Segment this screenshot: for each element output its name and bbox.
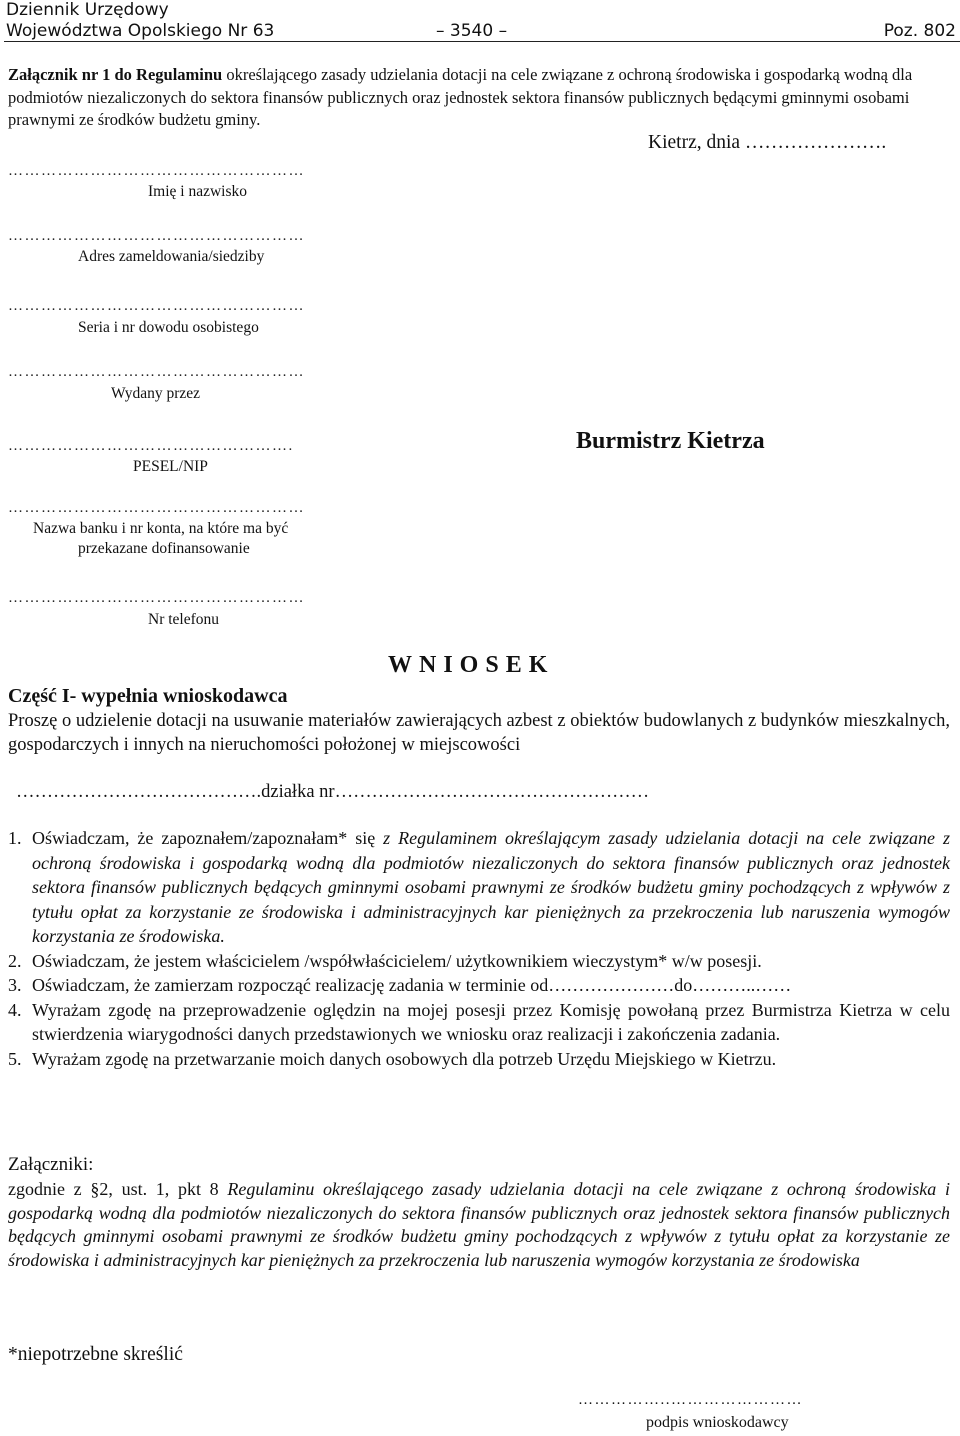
declaration-regulation: z Regulaminem określającym zasady udzielania dotacji na cele związane z ochroną środowiska i gospodarką wodną dla podmiotów niezaliczonych do sektora finansów publicznych oraz jednostek sektora finansów publicznych będących gminnymi osobami prawnymi ze środków budżetu gminy pochodzących z wpływów z tytułu opłat za korzystanie ze środowiska i administracyjnych kar pieniężnych za przekroczenia lub naruszenia wymogów korzystania ze środowiska. <box>32 828 950 946</box>
field-name-label: Imię i nazwisko <box>148 183 248 200</box>
declaration-number: 5. <box>8 1048 22 1069</box>
addressee: Burmistrz Kietrza <box>576 428 765 454</box>
header-divider <box>4 41 960 42</box>
field-bank-label-2: przekazane dofinansowanie <box>78 540 250 557</box>
position-number: Poz. 802 <box>883 21 956 41</box>
declaration-text: Wyrażam zgodę na przeprowadzenie oględzin na mojej posesji przez Komisję powołaną przez Burmistrza Kietrza w celu stwierdzenia wiarygodności danych przedstawionych we wniosku oraz realizacji i zakończenia zadania. <box>32 999 950 1044</box>
field-issuer-label: Wydany przez <box>111 385 201 402</box>
field-id-dots[interactable]: ……………………………………………… <box>8 298 305 314</box>
field-pesel-dots[interactable]: ……………………………………………. <box>8 438 294 454</box>
part1-heading: Część I- wypełnia wnioskodawca <box>8 685 288 707</box>
field-bank-label: Nazwa banku i nr konta, na które ma być <box>33 520 289 537</box>
attachments-regulation: Regulaminu określającego zasady udzielania dotacji na cele związane z ochroną środowiska i gospodarką wodną dla podmiotów niezaliczonych do sektora finansów publicznych oraz jednostek sektora finansów publicznych będących gminnymi osobami prawnymi ze środków budżetu gminy pochodzących z wpływów z tytułu opłat za korzystanie ze środowiska i administracyjnych kar pieniężnych za przekroczenia lub naruszenia wymogów korzystania ze środowiska <box>8 1179 950 1270</box>
field-issuer-dots[interactable]: ……………………………………………… <box>8 364 305 380</box>
form-title: WNIOSEK <box>388 652 555 678</box>
attachments-title: Załączniki: <box>8 1154 94 1175</box>
field-address-dots[interactable]: ……………………………………………… <box>8 228 305 244</box>
attachments-body <box>8 1178 950 1272</box>
declarations-list <box>8 826 950 1071</box>
field-phone-dots[interactable]: ……………………………………………… <box>8 590 305 606</box>
field-id-label: Seria i nr dowodu osobistego <box>78 319 259 336</box>
declaration-item <box>8 826 950 949</box>
journal-issue: Województwa Opolskiego Nr 63 <box>6 21 275 41</box>
declaration-text <box>32 826 950 949</box>
declaration-number: 3. <box>8 975 22 995</box>
plot-line[interactable]: ………………………………….działka nr…………………………………………… <box>16 782 650 802</box>
declaration-item <box>8 998 950 1047</box>
field-name-dots[interactable]: ……………………………………………… <box>8 163 305 179</box>
field-address-label: Adres zameldowania/siedziby <box>78 248 265 265</box>
declaration-number: 2. <box>8 950 22 971</box>
annex-description: określającego zasady udzielania dotacji na cele związane z ochroną środowiska i gospodarką wodną dla podmiotów niezaliczonych do sektora finansów publicznych oraz jednostek sektora finansów publicznych będącymi gminnymi osobami prawnymi ze środków budżetu gminy. <box>8 65 913 129</box>
declaration-item <box>8 973 950 998</box>
declaration-text: Wyrażam zgodę na przetwarzanie moich danych osobowych dla potrzeb Urzędu Miejskiego w Kietrzu. <box>32 1048 777 1069</box>
request-text: Proszę o udzielenie dotacji na usuwanie materiałów zawierających azbest z obiektów budowlanych z budynków mieszkalnych, gospodarczych i innych na nieruchomości położonej w miejscowości <box>8 711 950 755</box>
annex-title: Załącznik nr 1 do Regulaminu <box>8 65 223 84</box>
place-date-line: Kietrz, dnia …………………. <box>648 132 887 153</box>
attachments-prefix: zgodnie z §2, ust. 1, pkt 8 <box>8 1179 228 1199</box>
signature-label: podpis wnioskodawcy <box>646 1414 789 1431</box>
declaration-item <box>8 949 950 974</box>
page-number: – 3540 – <box>436 21 508 41</box>
journal-title: Dziennik Urzędowy <box>6 0 169 20</box>
field-bank-dots[interactable]: ……………………………………………… <box>8 500 305 516</box>
declaration-number: 1. <box>8 828 22 848</box>
field-pesel-label: PESEL/NIP <box>133 458 208 475</box>
declaration-lead: Oświadczam, że zapoznałem/zapoznałam* się <box>32 828 384 848</box>
field-phone-label: Nr telefonu <box>148 611 220 628</box>
declaration-number: 4. <box>8 999 22 1020</box>
declaration-text: Oświadczam, że zamierzam rozpocząć realizację zadania w terminie od…………………do………..…… <box>32 975 792 995</box>
annex-intro <box>8 64 953 132</box>
footnote: *niepotrzebne skreślić <box>8 1344 183 1365</box>
declaration-text: Oświadczam, że jestem właścicielem /współwłaścicielem/ użytkownikiem wieczystym* w/w posesji. <box>32 950 762 971</box>
signature-dots[interactable]: ……………..…………………… <box>578 1392 803 1408</box>
declaration-item <box>8 1047 950 1072</box>
